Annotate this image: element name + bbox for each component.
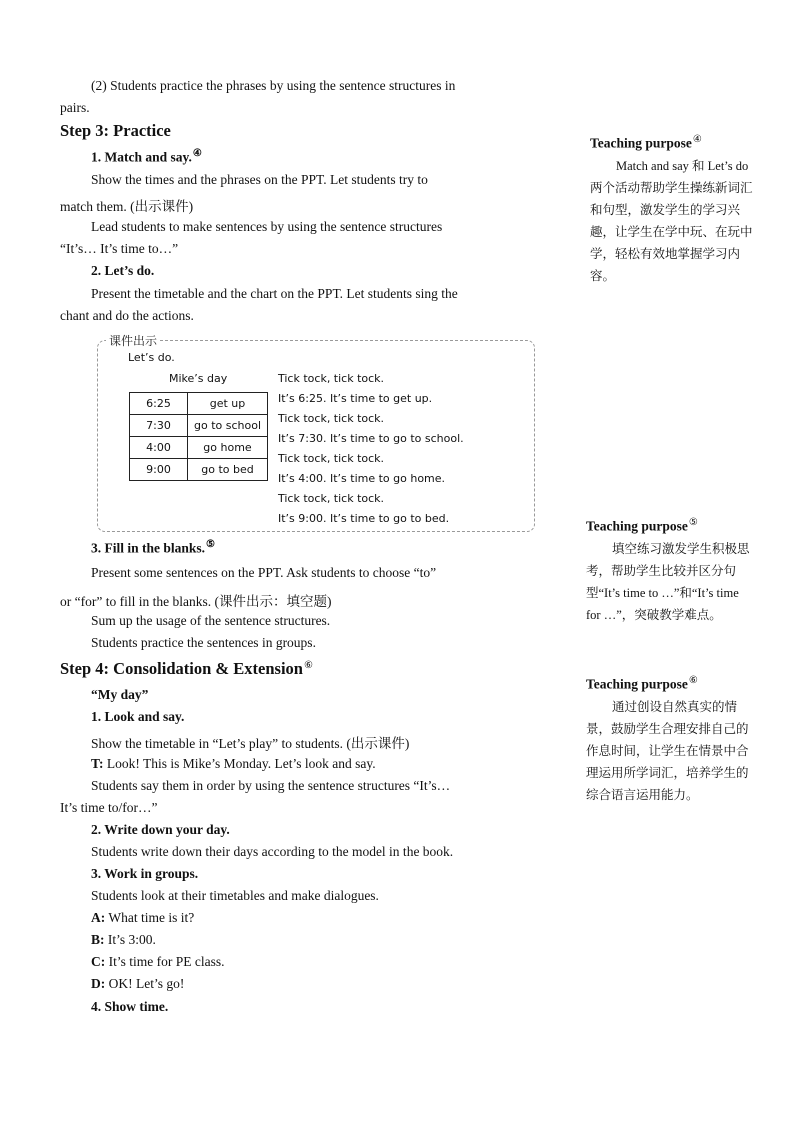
- chant-line-7: Tick tock, tick tock.: [278, 492, 385, 505]
- intro-line-1: (2) Students practice the phrases by using the sentence structures in: [91, 78, 456, 93]
- timetable-title: Mike’s day: [169, 372, 228, 385]
- chant-line-1: Tick tock, tick tock.: [278, 372, 385, 385]
- chant-line-6: It’s 4:00. It’s time to go home.: [278, 472, 446, 485]
- time-cell: 6:25: [130, 393, 188, 415]
- teaching-purpose-4-title: Teaching purpose④: [590, 134, 702, 151]
- time-cell: 4:00: [130, 437, 188, 459]
- speaker-d: D:: [91, 976, 106, 991]
- step3-s3-p3: Students practice the sentences in groups.: [91, 635, 316, 650]
- note-mark-6: ⑥: [303, 659, 313, 671]
- step3-s1-p2a: Lead students to make sentences by using the sentence structures: [91, 219, 443, 234]
- activity-cell: get up: [188, 393, 268, 415]
- chant-line-4: It’s 7:30. It’s time to go to school.: [278, 432, 464, 445]
- speaker-b: B:: [91, 932, 105, 947]
- step3-s3-title: [91, 539, 215, 557]
- dialogue-line-b: [91, 932, 156, 948]
- time-cell: 9:00: [130, 459, 188, 481]
- step3-s3-p2: Sum up the usage of the sentence structures.: [91, 613, 331, 628]
- teaching-purpose-5-text: 填空练习激发学生积极思考，帮助学生比较并区分句型“It’s time to …”和“It’s time for …”，突破教学难点。: [586, 541, 750, 622]
- step4-s1-p1: Show the timetable in “Let’s play” to students. (出示课件): [91, 736, 410, 751]
- speaker-a: A:: [91, 910, 106, 925]
- step3-s1-title: [91, 148, 202, 166]
- step4-s1-p2a: Students say them in order by using the sentence structures “It’s…: [91, 778, 451, 793]
- time-cell: 7:30: [130, 415, 188, 437]
- chant-line-5: Tick tock, tick tock.: [278, 452, 385, 465]
- dialogue-text-b: It’s 3:00.: [104, 932, 156, 947]
- step4-s2-p1: Students write down their days according to the model in the book.: [91, 844, 454, 859]
- chant-line-3: Tick tock, tick tock.: [278, 412, 385, 425]
- step4-s3-title: 3. Work in groups.: [91, 866, 199, 881]
- intro-line-2: pairs.: [60, 100, 90, 115]
- dialogue-text-d: OK! Let’s go!: [105, 976, 185, 991]
- note-mark-4: ④: [192, 148, 202, 159]
- dialogue-line-c: [91, 954, 224, 970]
- chant-line-2: It’s 6:25. It’s time to get up.: [278, 392, 433, 405]
- step3-heading: Step 3: Practice: [60, 121, 171, 140]
- chant-line-8: It’s 9:00. It’s time to go to bed.: [278, 512, 450, 525]
- teaching-purpose-4-text: Match and say 和 Let’s do 两个活动帮助学生操练新词汇和句型，激发学生的学习兴趣，让学生在学中玩、在玩中学，轻松有效地掌握学习内容。: [590, 158, 753, 283]
- step4-s2-title: 2. Write down your day.: [91, 822, 230, 837]
- table-row: [130, 393, 268, 415]
- table-row: [130, 459, 268, 481]
- step3-s2-p1b: chant and do the actions.: [60, 308, 194, 323]
- activity-cell: go to bed: [188, 459, 268, 481]
- step3-s3-title-text: 3. Fill in the blanks.: [91, 540, 206, 556]
- activity-cell: go home: [188, 437, 268, 459]
- activity-cell: go to school: [188, 415, 268, 437]
- step3-s1-p1b: match them. (出示课件): [60, 199, 194, 214]
- teacher-text: Look! This is Mike’s Monday. Let’s look and say.: [103, 756, 376, 771]
- step4-topic: “My day”: [91, 687, 149, 702]
- courseware-label: 课件出示: [106, 332, 160, 349]
- dialogue-line-a: [91, 910, 194, 926]
- step4-s4-title: 4. Show time.: [91, 999, 169, 1014]
- step4-s1-title: 1. Look and say.: [91, 709, 185, 724]
- teaching-purpose-6-text: 通过创设自然真实的情景，鼓励学生合理安排自己的作息时间，让学生在情景中合理运用所学词汇，培养学生的综合语言运用能力。: [586, 699, 749, 802]
- step3-s1-p2b: “It’s… It’s time to…”: [60, 241, 179, 256]
- teacher-label: T:: [91, 756, 104, 771]
- dialogue-text-a: What time is it?: [105, 910, 195, 925]
- step3-s3-p1b: or “for” to fill in the blanks. (课件出示：填空题): [60, 594, 332, 609]
- courseware-title: Let’s do.: [128, 351, 175, 364]
- teaching-purpose-5: [586, 512, 756, 626]
- teaching-purpose-5-title: Teaching purpose⑤: [586, 517, 698, 534]
- step4-heading-text: Step 4: Consolidation & Extension: [60, 659, 303, 678]
- timetable: [129, 392, 268, 481]
- step3-s1-p1a: Show the times and the phrases on the PPT. Let students try to: [91, 172, 428, 187]
- speaker-c: C:: [91, 954, 106, 969]
- step3-s2-title: 2. Let’s do.: [91, 263, 155, 278]
- teaching-purpose-6: [586, 670, 756, 806]
- note-mark-5: ⑤: [206, 539, 216, 550]
- teaching-purpose-6-title: Teaching purpose⑥: [586, 675, 698, 692]
- step4-s3-p1: Students look at their timetables and make dialogues.: [91, 888, 379, 903]
- table-row: [130, 437, 268, 459]
- step4-s1-p2b: It’s time to/for…”: [60, 800, 158, 815]
- step4-teacher-line: [91, 756, 376, 772]
- teaching-purpose-4: [590, 129, 760, 287]
- table-row: [130, 415, 268, 437]
- step3-s2-p1a: Present the timetable and the chart on the PPT. Let students sing the: [91, 286, 458, 301]
- step3-s3-p1a: Present some sentences on the PPT. Ask students to choose “to”: [91, 565, 437, 580]
- step3-s1-title-text: 1. Match and say.: [91, 149, 192, 165]
- step4-heading: [60, 659, 313, 679]
- dialogue-line-d: [91, 976, 184, 992]
- dialogue-text-c: It’s time for PE class.: [105, 954, 225, 969]
